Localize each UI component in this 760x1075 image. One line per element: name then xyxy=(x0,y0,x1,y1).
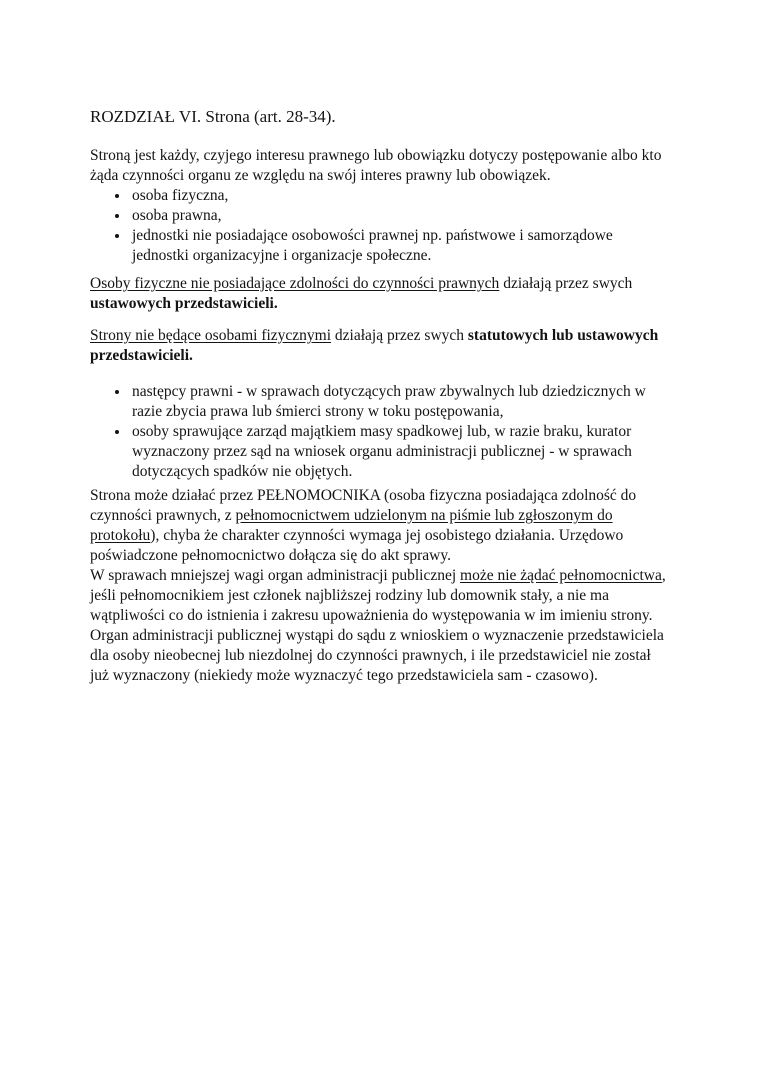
text-segment: osoba prawna, xyxy=(132,207,222,224)
paragraph xyxy=(90,326,671,366)
bullet-list xyxy=(90,186,671,266)
paragraph xyxy=(90,146,671,186)
underlined-text: Strony nie będące osobami fizycznymi xyxy=(90,327,332,344)
list-item xyxy=(130,226,671,266)
text-segment: Strona może działać przez PEŁNOMOCNIKA (osoba fizyczna posiadająca zdolność do czynności prawnych, z xyxy=(90,487,637,524)
text-segment: działają przez swych xyxy=(499,275,633,292)
bold-text: ustawowych przedstawicieli. xyxy=(90,295,278,312)
paragraph xyxy=(90,486,671,686)
text-segment: następcy prawni - w sprawach dotyczących praw zbywalnych lub dziedzicznych w razie zbycia prawa lub śmierci strony w toku postępowania, xyxy=(132,383,646,420)
page-title: ROZDZIAŁ VI. Strona (art. 28-34). xyxy=(90,107,336,126)
text-segment: , jeśli pełnomocnikiem jest członek najbliższej rodziny lub domownik stały, a nie ma wątpliwości co do istnienia i zakresu upoważnienia do występowania w im imieniu strony. Organ administracji publicznej wystąpi do sądu z wnioskiem o wyznaczenie przedstawiciela dla osoby nieobecnej lub niezdolnej do czynności prawnych, i ile przedstawiciel nie został już wyznaczony (niekiedy może wyznaczyć tego przedstawiciela sam - czasowo). xyxy=(90,567,666,684)
list-item xyxy=(130,422,671,482)
list-item xyxy=(130,206,671,226)
paragraph xyxy=(90,274,671,314)
text-segment: jednostki nie posiadające osobowości prawnej np. państwowe i samorządowe jednostki organizacyjne i organizacje społeczne. xyxy=(132,227,613,264)
bullet-list xyxy=(90,382,671,482)
text-segment: osoby sprawujące zarząd majątkiem masy spadkowej lub, w razie braku, kurator wyznaczony przez sąd na wniosek organu administracji publicznej - w sprawach dotyczących spadków nie objętych. xyxy=(132,423,632,480)
document-body xyxy=(90,146,671,686)
list-item xyxy=(130,186,671,206)
underlined-text: Osoby fizyczne nie posiadające zdolności do czynności prawnych xyxy=(90,275,500,292)
document-page xyxy=(90,106,671,686)
text-segment: W sprawach mniejszej wagi organ administracji publicznej xyxy=(90,567,461,584)
underlined-text: pełnomocnictwem udzielonym na piśmie lub zgłoszonym do protokołu xyxy=(90,507,613,544)
list-item xyxy=(130,382,671,422)
bold-text: statutowych lub ustawowych przedstawicieli. xyxy=(90,327,659,364)
text-segment: działają przez swych xyxy=(331,327,468,344)
underlined-text: może nie żądać pełnomocnictwa xyxy=(460,567,662,584)
text-segment: osoba fizyczna, xyxy=(132,187,229,204)
text-segment: Stroną jest każdy, czyjego interesu prawnego lub obowiązku dotyczy postępowanie albo kto żąda czynności organu ze względu na swój interes prawny lub obowiązek. xyxy=(90,147,662,184)
text-segment: ), chyba że charakter czynności wymaga jej osobistego działania. Urzędowo poświadczone pełnomocnictwo dołącza się do akt sprawy. xyxy=(90,527,624,564)
